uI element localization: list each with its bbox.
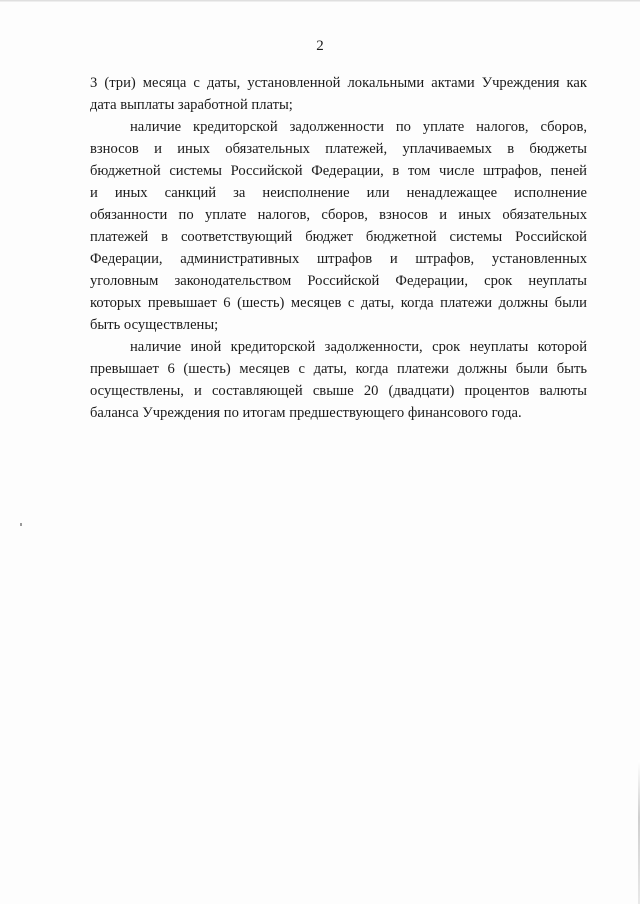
scan-edge-top: [0, 0, 640, 2]
text-line: наличие иной кредиторской задолженности, срок неуплаты которой: [130, 339, 587, 355]
text-line: платежей в соответствующий бюджет бюджетной системы Российской: [90, 229, 587, 245]
text-line: дата выплаты заработной платы;: [90, 97, 293, 113]
paragraph-2: [90, 116, 587, 336]
text-line: 3 (три) месяца с даты, установленной локальными актами Учреждения как: [90, 75, 587, 91]
text-line: уголовным законодательством Российской Федерации, срок неуплаты: [90, 273, 587, 289]
text-line: и иных санкций за неисполнение или ненадлежащее исполнение: [90, 185, 587, 201]
text-line: баланса Учреждения по итогам предшествующего финансового года.: [90, 405, 522, 421]
document-body: [90, 72, 587, 424]
text-line: взносов и иных обязательных платежей, уплачиваемых в бюджеты: [90, 141, 587, 157]
text-line: обязанности по уплате налогов, сборов, взносов и иных обязательных: [90, 207, 587, 223]
paragraph-1: [90, 72, 587, 116]
text-line: быть осуществлены;: [90, 317, 219, 333]
page-number: 2: [316, 38, 324, 54]
text-line: Федерации, административных штрафов и штрафов, установленных: [90, 251, 587, 267]
text-line: которых превышает 6 (шесть) месяцев с даты, когда платежи должны были: [90, 295, 587, 311]
text-line: бюджетной системы Российской Федерации, в том числе штрафов, пеней: [90, 163, 587, 179]
margin-speck: [20, 523, 22, 526]
text-line: превышает 6 (шесть) месяцев с даты, когда платежи должны были быть: [90, 361, 587, 377]
text-line: наличие кредиторской задолженности по уплате налогов, сборов,: [130, 119, 587, 135]
paragraph-3: [90, 336, 587, 424]
text-line: осуществлены, и составляющей свыше 20 (двадцати) процентов валюты: [90, 383, 587, 399]
